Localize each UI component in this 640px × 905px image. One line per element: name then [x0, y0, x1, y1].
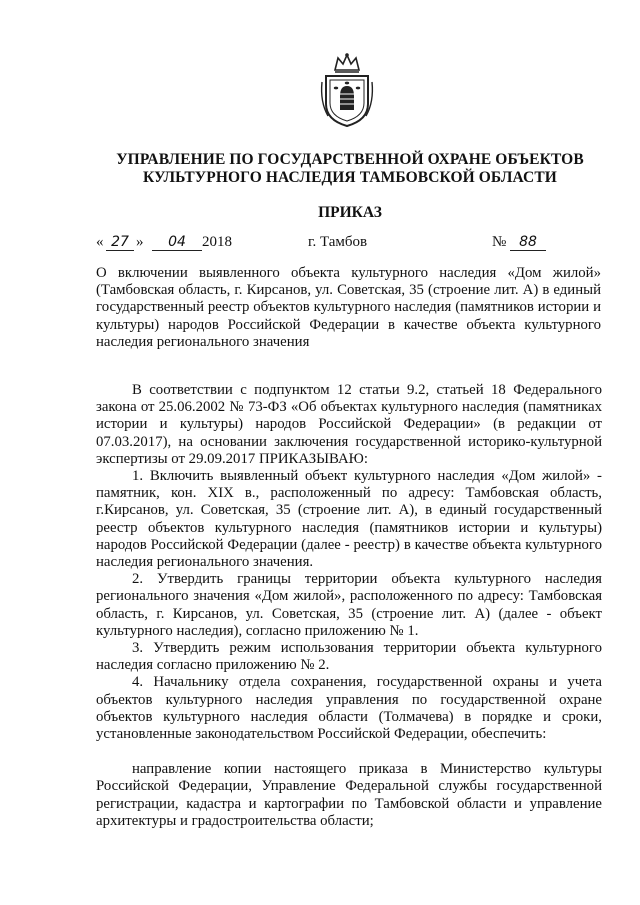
agency-name-line-2: КУЛЬТУРНОГО НАСЛЕДИЯ ТАМБОВСКОЙ ОБЛАСТИ — [143, 169, 557, 186]
date-place-number-row — [96, 234, 556, 256]
city-name: г. Тамбов — [308, 234, 368, 250]
order-item-3: 3. Утвердить режим использования территории объекта культурного наследия согласно приложению № 2. — [96, 640, 602, 674]
order-item-4: 4. Начальнику отдела сохранения, государственной охраны и учета объектов культурного наследия управления по государственной охране объектов культурного наследия области (Толмачева) в порядке и сроки, установленные законодательством Российской Федерации, обеспечить: — [96, 674, 602, 743]
order-preamble: В соответствии с подпунктом 12 статьи 9.2, статьей 18 Федерального закона от 25.06.2002 № 73-ФЗ «Об объектах культурного наследия (памятниках истории и культуры) народов Российской Федерации» (в редакции от 07.03.2017), на основании заключения государственной историко-культурной экспертизы от 29.09.2017 ПРИКАЗЫВАЮ: — [96, 382, 602, 467]
date-month-handwritten: 04 — [152, 234, 202, 251]
date-open-quote: « — [96, 234, 104, 250]
date-close-quote: » — [136, 234, 144, 250]
order-item-2: 2. Утвердить границы территории объекта культурного наследия регионального значения «Дом жилой», расположенного по адресу: Тамбовская область, г. Кирсанов, ул. Советская, 35 (строение лит. А) (далее - объект культурного наследия), согласно приложению № 1. — [96, 571, 602, 639]
date-day-handwritten: 27 — [106, 234, 134, 251]
date-year: 2018 — [202, 234, 232, 250]
order-number-label: № — [492, 234, 507, 250]
order-item-1: 1. Включить выявленный объект культурного наследия «Дом жилой» - памятник, кон. XIX в., расположенный по адресу: Тамбовская область, г.Кирсанов, ул. Советская, 35 (строение лит. А), в единый государственный реестр объектов культурного наследия (памятников истории и культуры) народов Российской Федерации (далее - реестр) в качестве объекта культурного наследия регионального значения. — [96, 468, 602, 571]
order-subject-text: О включении выявленного объекта культурного наследия «Дом жилой» (Тамбовская область, г. Кирсанов, ул. Советская, 35 (строение лит. А) в единый государственный реестр объектов культурного наследия (памятников истории и культуры) народов Российской Федерации в качестве объекта культурного наследия регионального значения — [96, 265, 601, 350]
document-type-title: ПРИКАЗ — [318, 204, 382, 221]
order-item-4-subitem: направление копии настоящего приказа в Министерство культуры Российской Федерации, Управление Федеральной службы государственной регистрации, кадастра и картографии по Тамбовской области и управление архитектуры и градостроительства области; — [96, 761, 602, 829]
tambov-coat-of-arms-emblem — [318, 52, 376, 128]
order-body — [96, 382, 602, 830]
agency-name-line-1: УПРАВЛЕНИЕ ПО ГОСУДАРСТВЕННОЙ ОХРАНЕ ОБЪЕКТОВ — [116, 151, 584, 168]
order-subject — [96, 265, 601, 351]
order-number-handwritten: 88 — [510, 234, 546, 251]
